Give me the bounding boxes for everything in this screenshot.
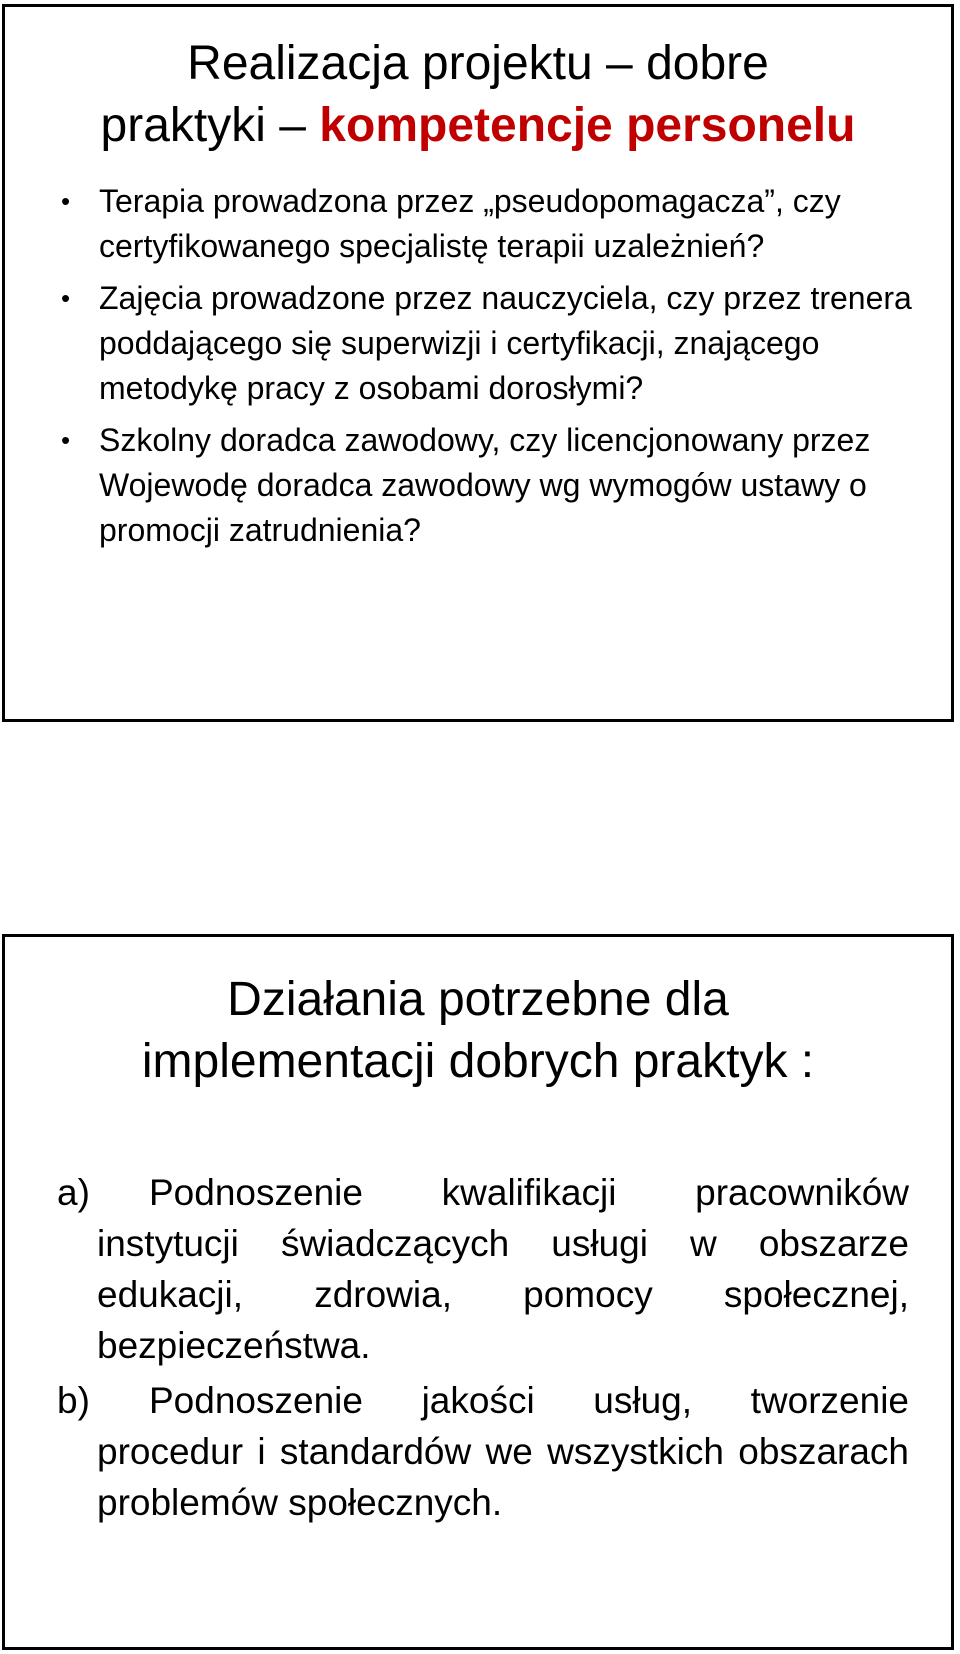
list-marker: a) [57, 1172, 90, 1213]
bullet-icon: • [61, 425, 71, 455]
slide-1-title-line-1: Realizacja projektu – dobre [187, 37, 769, 90]
list-marker: b) [57, 1380, 90, 1421]
slide-implementation-actions [2, 934, 954, 1650]
slide-1-title [5, 33, 951, 157]
slide-2-action-list [57, 1167, 909, 1532]
slide-2-title-line-1: Działania potrzebne dla [227, 973, 729, 1026]
slide-competence [2, 4, 954, 722]
action-item-b [57, 1375, 909, 1528]
bullet-icon: • [61, 186, 71, 216]
bullet-text: Terapia prowadzona przez „pseudopomagacza”, czy certyfikowanego specjalistę terapii uzależnień? [99, 183, 841, 264]
bullet-item [61, 418, 923, 553]
slide-1-bullet-list [61, 179, 923, 560]
bullet-item [61, 179, 923, 269]
action-item-text: Podnoszenie jakości usług, tworzenie procedur i standardów we wszystkich obszarach problemów społecznych. [97, 1380, 909, 1523]
slide-2-title [5, 969, 951, 1093]
slide-1-title-line-2-prefix: praktyki – [100, 99, 320, 152]
bullet-text: Szkolny doradca zawodowy, czy licencjonowany przez Wojewodę doradca zawodowy wg wymogów ustawy o promocji zatrudnienia? [99, 422, 871, 548]
bullet-icon: • [61, 283, 71, 313]
slide-1-title-accent: kompetencje personelu [319, 99, 856, 152]
bullet-text: Zajęcia prowadzone przez nauczyciela, czy przez trenera poddającego się superwizji i certyfikacji, znającego metodykę pracy z osobami dorosłymi? [99, 280, 912, 406]
action-item-text: Podnoszenie kwalifikacji pracowników instytucji świadczących usługi w obszarze edukacji, zdrowia, pomocy społecznej, bezpieczeństwa. [97, 1172, 909, 1366]
action-item-a [57, 1167, 909, 1371]
slide-2-title-line-2: implementacji dobrych praktyk : [141, 1035, 815, 1088]
bullet-item [61, 276, 923, 411]
